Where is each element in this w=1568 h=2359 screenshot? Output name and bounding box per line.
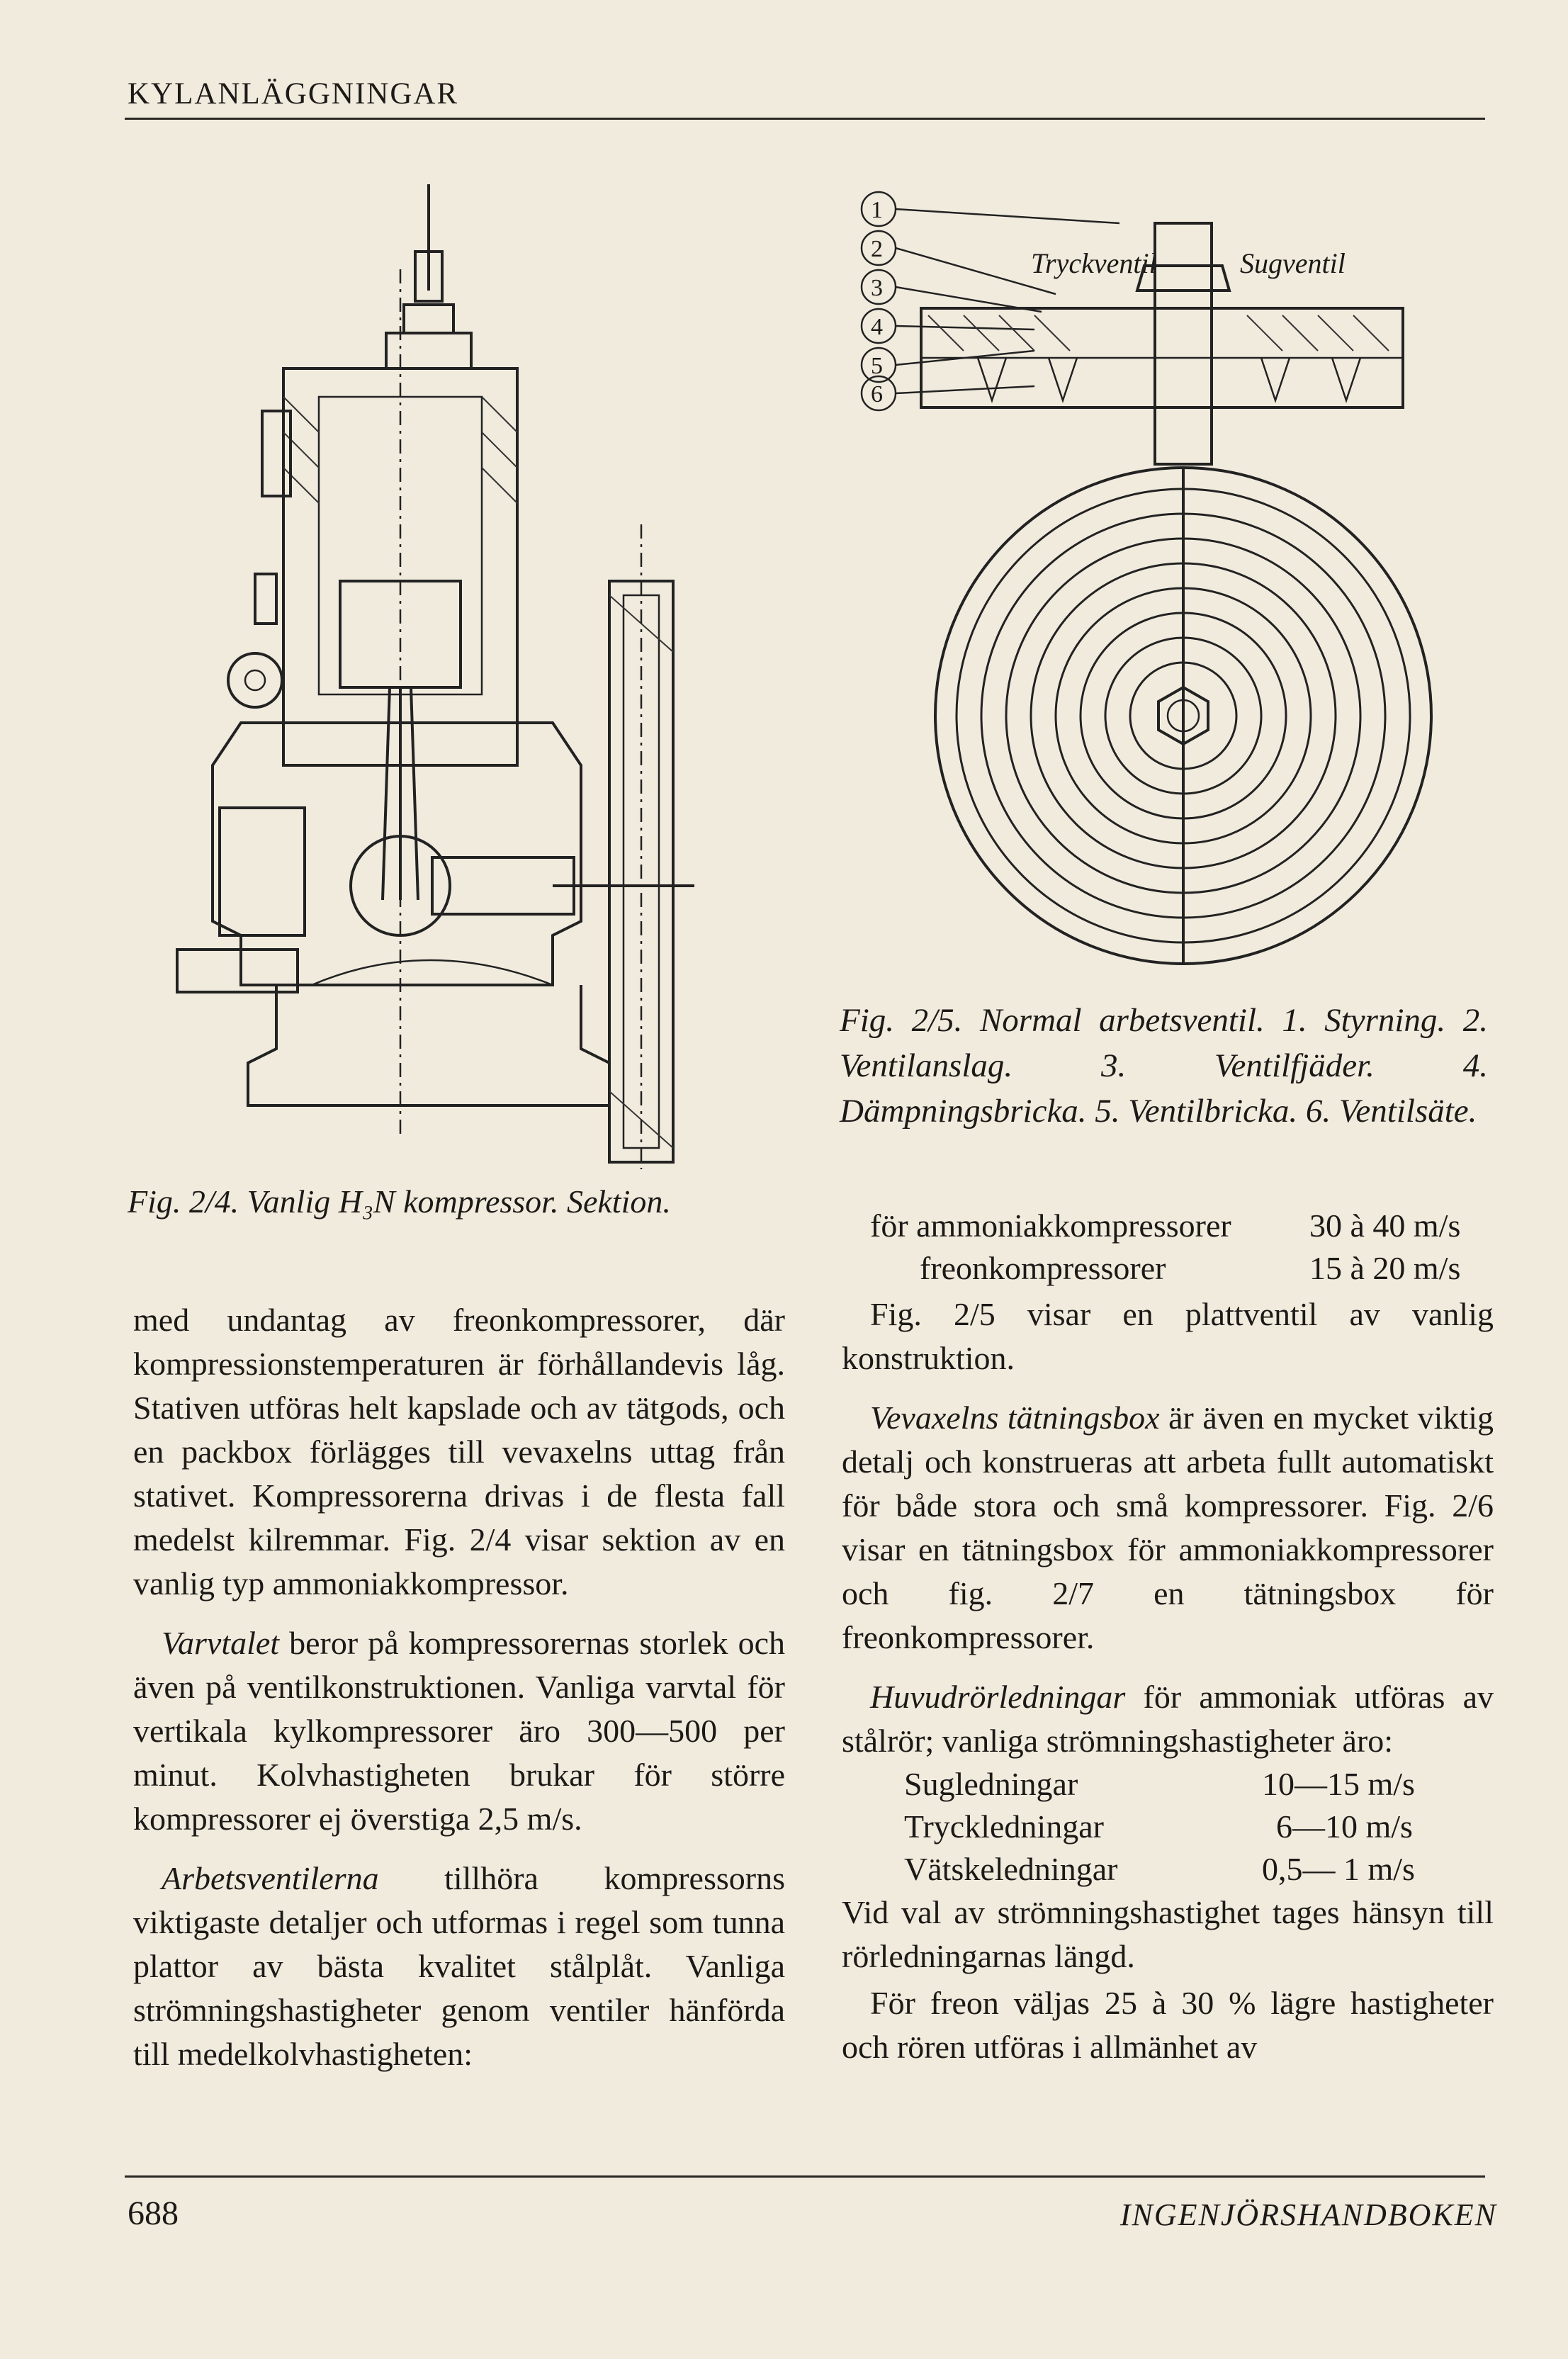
right-paragraph-2: Vevaxelns tätningsbox är även en mycket viktig detalj och konstrueras att arbeta fullt automatiskt för både stora och små kompressorer. Fig. 2/6 visar en tätningsbox för ammoniakkompressorer och fig. 2/7 en tätningsbox för freonkompressorer.	[842, 1400, 1494, 1655]
right-paragraph-1: Fig. 2/5 visar en plattventil av vanlig konstruktion.	[842, 1296, 1494, 1376]
book-title: INGENJÖRSHANDBOKEN	[1119, 2197, 1497, 2232]
term-tatningsbox: Vevaxelns tätningsbox	[870, 1400, 1160, 1436]
pipe-row-pressure: Tryckledningar 6—10 m/s	[904, 1808, 1413, 1845]
right-paragraph-5: För freon väljas 25 à 30 % lägre hastigheter och rören utföras i allmänhet av	[842, 1985, 1494, 2065]
pipe-row-suction: Sugledningar 10—15 m/s	[904, 1766, 1415, 1802]
right-paragraph-4: Vid val av strömningshastighet tages hänsyn till rörledningarnas längd.	[842, 1894, 1494, 1974]
term-huvudrorledningar: Huvudrörledningar	[870, 1679, 1126, 1715]
pipe-row-liquid: Vätskeledningar 0,5— 1 m/s	[904, 1851, 1415, 1887]
left-paragraph-1: med undantag av freonkompressorer, där kompressionstemperaturen är förhållandevis låg. Stativen utföras helt kapslade och av tätgods, och en packbox förlägges till vevaxelns uttag från stativet. Kompressorerna drivas i de flesta fall medelst kilremmar. Fig. 2/4 visar sektion av en vanlig typ ammoniakkompressor.	[133, 1302, 785, 1601]
part-number-5: 5	[871, 353, 883, 379]
term-arbetsventilerna: Arbetsventilerna	[162, 1860, 379, 1896]
running-header: KYLANLÄGGNINGAR	[128, 77, 459, 111]
left-text-column	[133, 1298, 785, 2076]
figure-2-4-caption: Fig. 2/4. Vanlig H₃N kompressor. Sektion.	[128, 1183, 671, 1220]
footer-rule	[125, 2175, 1485, 2178]
figure-2-5-caption: Fig. 2/5. Normal arbetsventil. 1. Styrning. 2. Ventilanslag. 3. Ventilfjäder. 4. Dämpningsbricka. 5. Ventilbricka. 6. Ventilsäte.	[840, 1002, 1488, 1130]
right-text-column	[842, 1205, 1494, 2069]
part-number-4: 4	[871, 314, 883, 340]
suction-valve-label: Sugventil	[1240, 247, 1346, 279]
left-paragraph-2: Varvtalet beror på kompressorernas storlek och även på ventilkonstruktionen. Vanliga varvtal för vertikala kylkompressorer äro 300—500 per minut. Kolvhastigheten brukar för större kompressorer ej överstiga 2,5 m/s.	[133, 1625, 785, 1837]
left-paragraph-3: Arbetsventilerna tillhöra kompressorns viktigaste detaljer och utformas i regel som tunna plattor av bästa kvalitet stålplåt. Vanliga strömningshastigheter genom ventiler hänförda till medelkolvhastigheten:	[133, 1860, 785, 2072]
right-paragraph-3: Huvudrörledningar för ammoniak utföras av stålrör; vanliga strömningshastigheter äro:	[842, 1679, 1494, 1759]
part-number-2: 2	[871, 236, 883, 262]
speed-row-freon: freonkompressorer 15 à 20 m/s	[920, 1250, 1461, 1286]
header-rule	[125, 118, 1485, 120]
page-number: 688	[128, 2195, 179, 2232]
speed-row-ammonia: för ammoniakkompressorer 30 à 40 m/s	[870, 1207, 1461, 1244]
figure-2-5-valve-drawing	[822, 181, 1445, 1003]
figure-2-4-compressor-drawing	[156, 184, 786, 1169]
part-number-1: 1	[871, 197, 883, 223]
term-varvtalet: Varvtalet	[162, 1625, 280, 1661]
part-number-3: 3	[871, 275, 883, 301]
pressure-valve-label: Tryckventil	[1031, 247, 1157, 279]
part-number-6: 6	[871, 381, 883, 407]
